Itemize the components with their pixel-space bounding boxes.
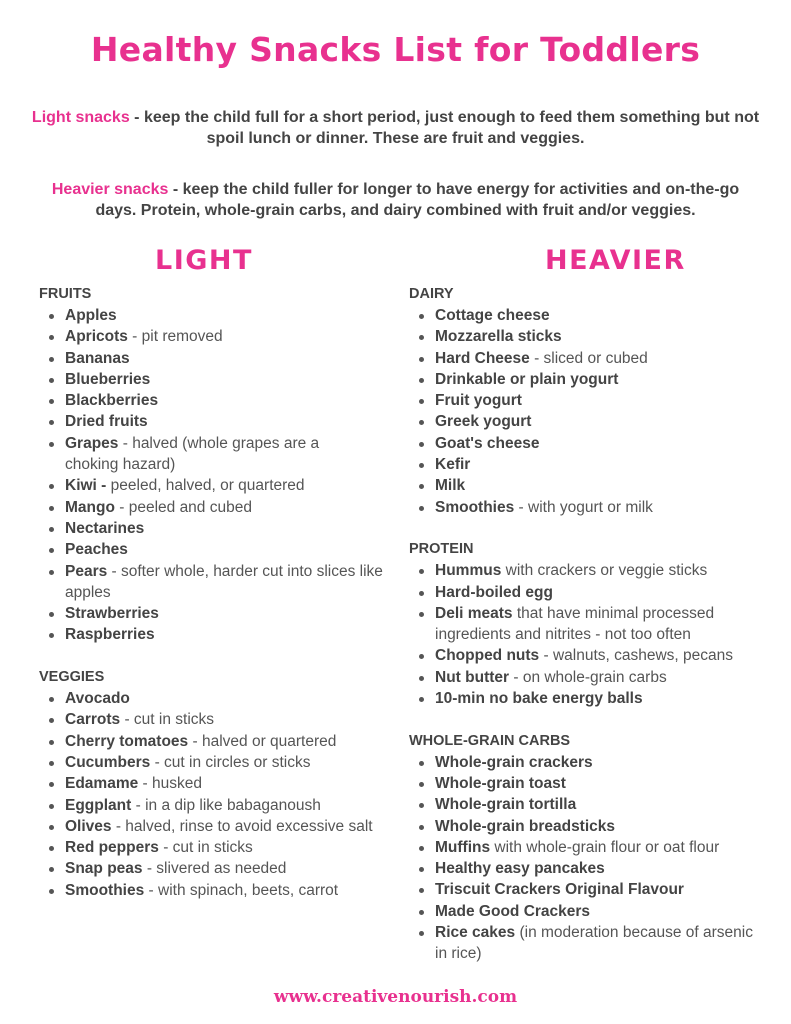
section-title: PROTEIN <box>409 541 474 558</box>
list-item: Chopped nuts - walnuts, cashews, pecans <box>409 645 769 666</box>
list-item: Kiwi - peeled, halved, or quartered <box>39 475 389 496</box>
section-title: DAIRY <box>409 286 454 302</box>
light-snacks-column <box>39 284 389 901</box>
list-item: Apricots - pit removed <box>39 326 389 347</box>
list-item: Triscuit Crackers Original Flavour <box>409 879 769 900</box>
list-item: Nut butter - on whole-grain carbs <box>409 667 769 688</box>
list-item: Whole-grain crackers <box>409 752 769 773</box>
list-item: Strawberries <box>39 603 389 624</box>
list-item: Made Good Crackers <box>409 901 769 922</box>
list-item: Apples <box>39 305 389 326</box>
list-item: Smoothies - with yogurt or milk <box>409 497 769 518</box>
list-item: Muffins with whole-grain flour or oat flour <box>409 837 769 858</box>
light-snacks-description: - keep the child full for a short period, just enough to feed them something but not spoil lunch or dinner. These are fruit and veggies. <box>129 109 760 147</box>
list-item: Eggplant - in a dip like babaganoush <box>39 795 389 816</box>
list-item: Nectarines <box>39 518 389 539</box>
list-item: Hummus with crackers or veggie sticks <box>409 560 769 581</box>
website-link[interactable]: www.creativenourish.com <box>273 987 518 1007</box>
section-fruits <box>39 284 389 646</box>
light-snacks-intro <box>30 107 761 149</box>
list-item: Carrots - cut in sticks <box>39 709 389 730</box>
list-item: Olives - halved, rinse to avoid excessive salt <box>39 816 389 837</box>
list-item: Cucumbers - cut in circles or sticks <box>39 752 389 773</box>
list-item: Smoothies - with spinach, beets, carrot <box>39 880 389 901</box>
list-item: Mozzarella sticks <box>409 326 769 347</box>
list-item: Hard-boiled egg <box>409 582 769 603</box>
list-item: Goat's cheese <box>409 433 769 454</box>
list-item: Rice cakes (in moderation because of arsenic in rice) <box>409 922 769 965</box>
list-item: Milk <box>409 475 769 496</box>
list-item: Cottage cheese <box>409 305 769 326</box>
list-item: Blueberries <box>39 369 389 390</box>
list-item: Snap peas - slivered as needed <box>39 858 389 879</box>
list-item: Pears - softer whole, harder cut into slices like apples <box>39 561 389 604</box>
section-protein <box>409 539 769 709</box>
list-item: Drinkable or plain yogurt <box>409 369 769 390</box>
list-item: Raspberries <box>39 624 389 645</box>
list-item: Peaches <box>39 539 389 560</box>
list-item: Greek yogurt <box>409 411 769 432</box>
list-item: Blackberries <box>39 390 389 411</box>
list-item: Bananas <box>39 348 389 369</box>
list-item: Kefir <box>409 454 769 475</box>
list-item: Hard Cheese - sliced or cubed <box>409 348 769 369</box>
list-item: Deli meats that have minimal processed ingredients and nitrites - not too often <box>409 603 769 646</box>
section-title: FRUITS <box>39 286 92 302</box>
heavier-snacks-description: - keep the child fuller for longer to have energy for activities and on-the-go days. Protein, whole-grain carbs, and dairy combined with fruit and/or veggies. <box>95 181 740 219</box>
list-item: 10-min no bake energy balls <box>409 688 769 709</box>
list-item: Mango - peeled and cubed <box>39 497 389 518</box>
light-snacks-label: Light snacks <box>31 109 130 126</box>
whole-grain-carbs-list <box>409 752 769 965</box>
fruits-list <box>39 305 389 646</box>
heavier-snacks-column <box>409 284 769 965</box>
protein-list <box>409 560 769 709</box>
list-item: Avocado <box>39 688 389 709</box>
heavier-snacks-intro <box>30 179 761 221</box>
page-title: Healthy Snacks List for Toddlers <box>90 30 701 69</box>
section-veggies <box>39 667 389 901</box>
list-item: Whole-grain toast <box>409 773 769 794</box>
list-item: Healthy easy pancakes <box>409 858 769 879</box>
section-dairy <box>409 284 769 518</box>
list-item: Grapes - halved (whole grapes are a choking hazard) <box>39 433 389 476</box>
heavier-column-heading: HEAVIER <box>545 245 686 276</box>
section-whole-grain-carbs <box>409 731 769 965</box>
list-item: Whole-grain tortilla <box>409 794 769 815</box>
list-item: Dried fruits <box>39 411 389 432</box>
veggies-list <box>39 688 389 901</box>
list-item: Edamame - husked <box>39 773 389 794</box>
list-item: Cherry tomatoes - halved or quartered <box>39 731 389 752</box>
dairy-list <box>409 305 769 518</box>
section-title: VEGGIES <box>39 669 105 686</box>
light-column-heading: LIGHT <box>155 245 253 276</box>
list-item: Whole-grain breadsticks <box>409 816 769 837</box>
list-item: Fruit yogurt <box>409 390 769 411</box>
heavier-snacks-label: Heavier snacks <box>51 181 169 198</box>
list-item: Red peppers - cut in sticks <box>39 837 389 858</box>
section-title: WHOLE-GRAIN CARBS <box>409 732 571 749</box>
